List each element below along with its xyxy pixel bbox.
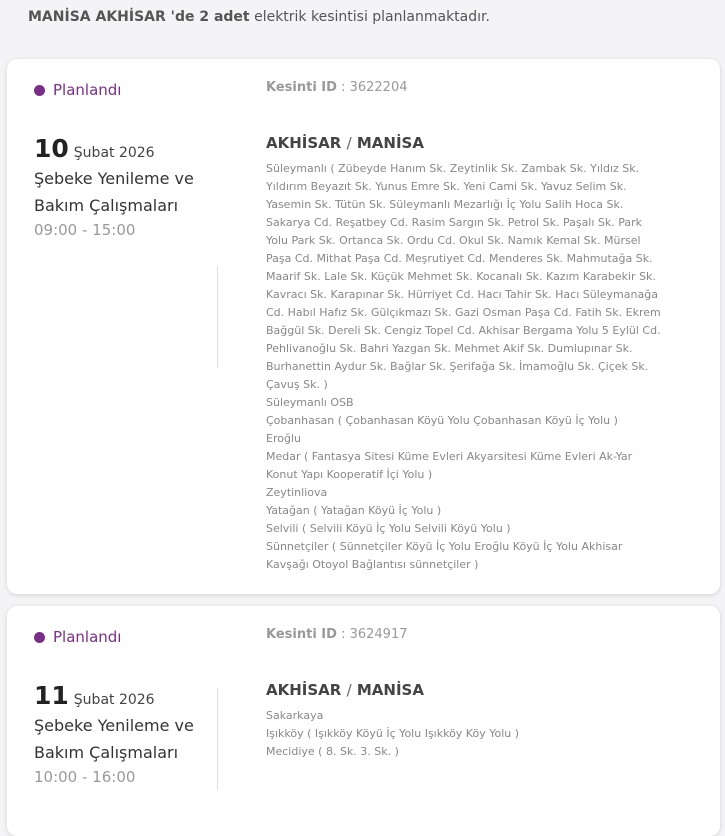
status-label: Planlandı <box>53 81 122 99</box>
street-item: Zeytinliova <box>266 486 328 499</box>
location-title <box>266 134 424 152</box>
date-block <box>34 681 214 786</box>
street-item: Selvili ( Selvili Köyü İç Yolu Selvili Köyü Yolu ) <box>266 522 511 535</box>
street-item: Süleymanlı OSB <box>266 396 354 409</box>
outage-id-value: : 3622204 <box>341 80 408 95</box>
outage-day: 11 <box>34 681 69 710</box>
work-type: Şebeke Yenileme ve Bakım Çalışmaları <box>34 716 194 762</box>
street-item: Süleymanlı ( Zübeyde Hanım Sk. Zeytinlik Sk. Zambak Sk. Yıldız Sk. Yıldırım Beyazıt Sk. Yunus Emre Sk. Yeni Cami Sk. Yavuz Selim Sk. Yasemin Sk. Tütün Sk. Süleymanlı Mezarlığı İç Yolu Salih Hoca Sk. Sakarya Cd. Reşatbey Cd. Rasim Sargın Sk. Petrol Sk. Paşalı Sk. Park Yolu Park Sk. Ortanca Sk. Ordu Cd. Okul Sk. Namık Kemal Sk. Mürsel Paşa Cd. Mithat Paşa Cd. Meşrutiyet Cd. Menderes Sk. Mahmutağa Sk. Maarif Sk. Lale Sk. Küçük Mehmet Sk. Kocanalı Sk. Kazım Karabekir Sk. Kavracı Sk. Karapınar Sk. Hürriyet Cd. Hacı Tahir Sk. Hacı Süleymanağa Cd. Habıl Hafız Sk. Gülçıkmazı Sk. Gazi Osman Paşa Cd. Fatih Sk. Ekrem Bağgül Sk. Dereli Sk. Cengiz Topel Cd. Akhisar Bergama Yolu 5 Eylül Cd. Pehlivanoğlu Sk. Bahri Yazgan Sk. Mehmet Akif Sk. Dumlupınar Sk. Burhanettin Aydur Sk. Bağlar Sk. Şerifağa Sk. İmamoğlu Sk. Çiçek Sk. Çavuş Sk. ) <box>266 162 661 391</box>
page-summary <box>28 9 490 25</box>
affected-streets <box>266 707 666 761</box>
street-item: Eroğlu <box>266 432 301 445</box>
district-name: AKHİSAR <box>266 134 342 152</box>
outage-month-year: Şubat 2026 <box>73 692 155 708</box>
affected-streets <box>266 160 666 574</box>
vertical-divider <box>217 688 218 790</box>
work-type: Şebeke Yenileme ve Bakım Çalışmaları <box>34 169 194 215</box>
street-item: Sakarkaya <box>266 709 324 722</box>
street-item: Yatağan ( Yatağan Köyü İç Yolu ) <box>266 504 442 517</box>
outage-id <box>266 80 408 95</box>
status-dot-icon <box>34 632 45 643</box>
outage-time: 09:00 - 15:00 <box>34 221 136 239</box>
street-item: Mecidiye ( 8. Sk. 3. Sk. ) <box>266 745 399 758</box>
outage-time: 10:00 - 16:00 <box>34 768 136 786</box>
outage-month-year: Şubat 2026 <box>73 145 155 161</box>
street-item: Sünnetçiler ( Sünnetçiler Köyü İç Yolu Eroğlu Köyü İç Yolu Akhisar Kavşağı Otoyol Bağlantısı sünnetçiler ) <box>266 540 623 571</box>
outage-card[interactable] <box>7 59 720 594</box>
outage-id <box>266 627 408 642</box>
city-name: MANİSA <box>356 134 424 152</box>
location-separator: / <box>346 681 352 699</box>
vertical-divider <box>217 266 218 368</box>
street-item: Medar ( Fantasya Sitesi Küme Evleri Akyarsitesi Küme Evleri Ak-Yar Konut Yapı Kooperatif İçi Yolu ) <box>266 450 633 481</box>
summary-text: elektrik kesintisi planlanmaktadır. <box>254 9 490 25</box>
location-separator: / <box>346 134 352 152</box>
date-block <box>34 134 214 239</box>
outage-id-label: Kesinti ID <box>266 627 337 642</box>
city-name: MANİSA <box>356 681 424 699</box>
street-item: Işıkköy ( Işıkköy Köyü İç Yolu Işıkköy Köy Yolu ) <box>266 727 520 740</box>
street-item: Çobanhasan ( Çobanhasan Köyü Yolu Çobanhasan Köyü İç Yolu ) <box>266 414 618 427</box>
outage-day: 10 <box>34 134 69 163</box>
district-name: AKHİSAR <box>266 681 342 699</box>
status-dot-icon <box>34 85 45 96</box>
outage-card[interactable] <box>7 606 720 836</box>
outage-id-label: Kesinti ID <box>266 80 337 95</box>
status-badge <box>34 628 121 646</box>
summary-location-count: MANİSA AKHİSAR 'de 2 adet <box>28 9 250 25</box>
outage-id-value: : 3624917 <box>341 627 408 642</box>
status-label: Planlandı <box>53 628 122 646</box>
status-badge <box>34 81 121 99</box>
location-title <box>266 681 424 699</box>
